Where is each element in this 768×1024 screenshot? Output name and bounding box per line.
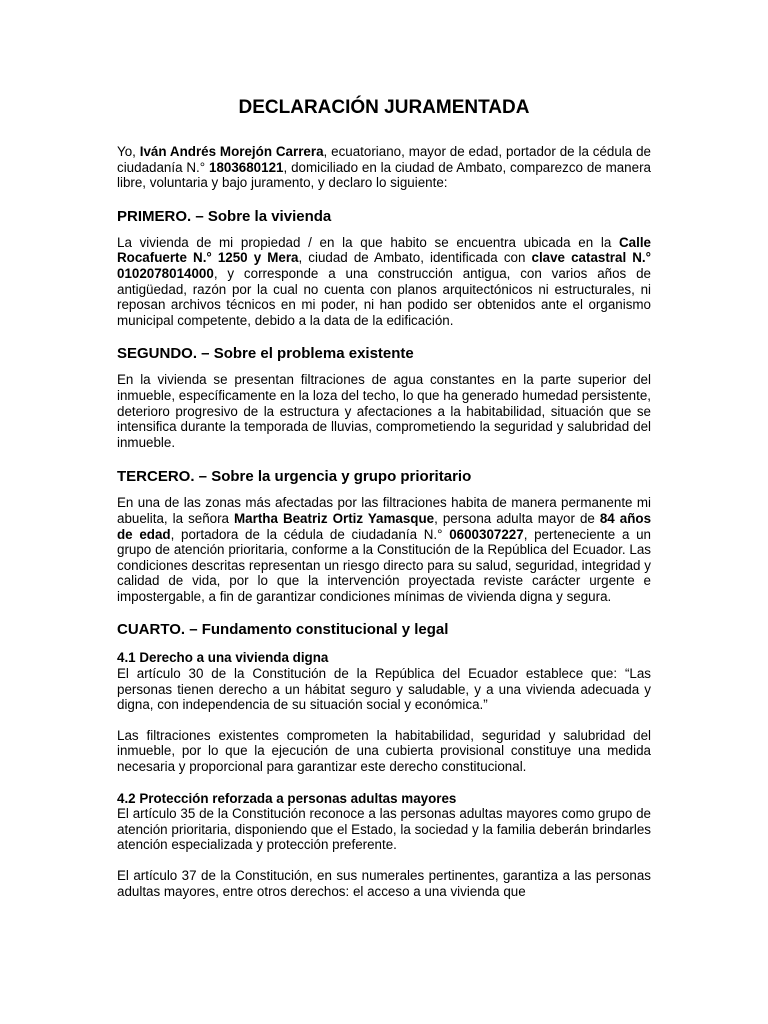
section-primero-title: Sobre la vivienda	[207, 207, 332, 225]
document-title: DECLARACIÓN JURAMENTADA	[238, 97, 530, 118]
declarant-id: 1803680121	[209, 159, 284, 175]
subsection-4-1-paragraph-1: El artículo 30 de la Constitución de la República del Ecuador establece que: “Las personas tienen derecho a un hábitat seguro y saludable, y a una vivienda adecuada y digna, con independencia de su situación social y económica.”	[117, 666, 651, 713]
section-segundo-paragraph: En la vivienda se presentan filtraciones de agua constantes en la parte superior del inmueble, específicamente en la loza del techo, lo que ha generado humedad persistente, deterioro progresivo de la estructura y afectaciones a la habitabilidad, situación que se intensifica durante la temporada de lluvias, comprometiendo la seguridad y salubridad del inmueble.	[117, 372, 651, 450]
intro-paragraph	[117, 144, 651, 191]
section-segundo-number: SEGUNDO. –	[117, 345, 214, 363]
tercero-text-1: En una de las zonas más afectadas por las filtraciones habita de manera permanente mi abuelita, la señora	[117, 495, 651, 526]
tercero-text-2: , persona adulta mayor de	[434, 510, 600, 526]
section-tercero-title: Sobre la urgencia y grupo prioritario	[211, 468, 472, 486]
section-cuarto-heading	[117, 620, 651, 640]
beneficiary-name: Martha Beatriz Ortiz Yamasque	[234, 510, 435, 526]
section-primero-heading	[117, 207, 651, 227]
section-primero-number: PRIMERO. –	[117, 207, 208, 225]
beneficiary-id: 0600307227	[449, 526, 524, 542]
tercero-text-4: , perteneciente a un grupo de atención prioritaria, conforme a la Constitución de la República del Ecuador. Las condiciones descritas representan un riesgo directo para su salud, seguridad, integridad y calidad de vida, por lo que la intervención proyectada reviste carácter urgente e impostergable, a fin de garantizar condiciones mínimas de vivienda digna y segura.	[117, 526, 652, 604]
declarant-name: Iván Andrés Morejón Carrera	[139, 144, 324, 159]
section-cuarto-title: Fundamento constitucional y legal	[201, 621, 449, 639]
subsection-4-2-paragraph-2: El artículo 37 de la Constitución, en sus numerales pertinentes, garantiza a las personas adultas mayores, entre otros derechos: el acceso a una vivienda que	[117, 868, 651, 899]
section-tercero-heading	[117, 467, 651, 487]
section-cuarto-number: CUARTO. –	[117, 621, 202, 639]
property-address: Calle Rocafuerte N.° 1250 y Mera	[117, 234, 651, 266]
section-segundo-heading	[117, 344, 651, 364]
section-segundo-title: Sobre el problema existente	[213, 345, 414, 363]
section-tercero-number: TERCERO. –	[117, 468, 212, 486]
cadastral-key: clave catastral N.° 0102078014000	[117, 250, 651, 281]
intro-text-2: , ecuatoriano, mayor de edad, portador de la cédula de ciudadanía N.°	[117, 144, 651, 175]
intro-text-1: Yo,	[117, 144, 140, 159]
primero-text-3: , y corresponde a una construcción antigua, con varios años de antigüedad, razón por la cual no cuenta con planos arquitectónicos ni estructurales, ni reposan archivos técnicos en mi poder, ni han podido ser obtenidos ante el organismo municipal competente, debido a la data de la edificación.	[117, 265, 651, 328]
section-primero-paragraph	[117, 235, 651, 329]
document-body	[117, 144, 651, 899]
intro-text-3: , domiciliado en la ciudad de Ambato, comparezco de manera libre, voluntaria y bajo juramento, y declaro lo siguiente:	[117, 159, 651, 191]
section-tercero-paragraph	[117, 495, 651, 604]
primero-text-1: La vivienda de mi propiedad / en la que habito se encuentra ubicada en la	[117, 234, 619, 250]
subsection-4-1-heading: 4.1 Derecho a una vivienda digna	[117, 650, 329, 666]
subsection-4-1-paragraph-2: Las filtraciones existentes comprometen la habitabilidad, seguridad y salubridad del inmueble, por lo que la ejecución de una cubierta provisional constituye una medida necesaria y proporcional para garantizar este derecho constitucional.	[117, 727, 651, 775]
beneficiary-age: 84 años de edad	[117, 510, 652, 542]
tercero-text-3: , portadora de la cédula de ciudadanía N.°	[170, 526, 450, 542]
subsection-4-2-heading: 4.2 Protección reforzada a personas adultas mayores	[117, 790, 457, 806]
subsection-4-2-paragraph-1: El artículo 35 de la Constitución reconoce a las personas adultas mayores como grupo de atención prioritaria, disponiendo que el Estado, la sociedad y la familia deberán brindarles atención especializada y protección preferente.	[117, 806, 651, 853]
primero-text-2: , ciudad de Ambato, identificada con	[298, 250, 532, 266]
